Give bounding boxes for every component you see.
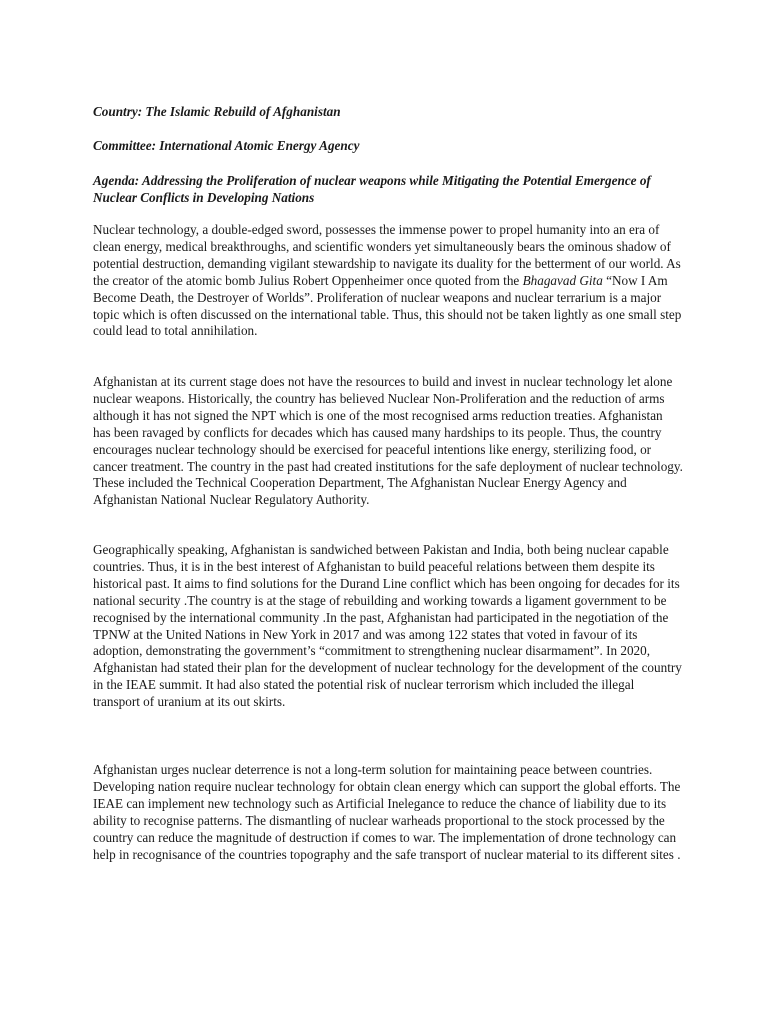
bhagavad-gita-title: Bhagavad Gita	[522, 272, 603, 288]
paragraph-intro-part-b: “Now I Am Become Death, the Destroyer of Worlds”. Proliferation of nuclear weapons and nuclear terrarium is a major topic which is often discussed on the international table. Thus, this should not be taken lightly as one small step could lead to total annihilation.	[93, 272, 682, 339]
paragraph-deterrence: Afghanistan urges nuclear deterrence is not a long-term solution for maintaining peace between countries. Developing nation require nuclear technology for obtain clean energy which can support the global efforts. The IEAE can implement new technology such as Artificial Inelegance to reduce the chance of liability due to its ability to recognise patterns. The dismantling of nuclear warheads proportional to the stock processed by the country can reduce the magnitude of destruction if comes to war. The implementation of drone technology can help in recognisance of the countries topography and the safe transport of nuclear material to its different sites .	[93, 762, 681, 862]
agenda-heading: Agenda: Addressing the Proliferation of nuclear weapons while Mitigating the Potential Emergence of Nuclear Conflicts in Developing Nations	[93, 173, 651, 205]
paragraph-intro-part-a: Nuclear technology, a double-edged sword, possesses the immense power to propel humanity into an era of clean energy, medical breakthroughs, and scientific wonders yet simultaneously bears the ominous shadow of potential destruction, demanding vigilant stewardship to navigate its duality for the betterment of our world. As the creator of the atomic bomb Julius Robert Oppenheimer once quoted from the	[93, 222, 681, 288]
committee-heading: Committee: International Atomic Energy Agency	[93, 138, 360, 153]
paragraph-current-stage: Afghanistan at its current stage does not have the resources to build and invest in nuclear technology let alone nuclear weapons. Historically, the country has believed Nuclear Non-Proliferation and the reduction of arms although it has not signed the NPT which is one of the most recognised arms reduction treaties. Afghanistan has been ravaged by conflicts for decades which has caused many hardships to its people. Thus, the country encourages nuclear technology should be exercised for peaceful intentions like energy, sterilizing food, or cancer treatment. The country in the past had created institutions for the safe deployment of nuclear technology. These included the Technical Cooperation Department, The Afghanistan Nuclear Energy Agency and Afghanistan National Nuclear Regulatory Authority.	[93, 374, 683, 508]
country-heading: Country: The Islamic Rebuild of Afghanistan	[93, 104, 341, 119]
paragraph-geography: Geographically speaking, Afghanistan is sandwiched between Pakistan and India, both being nuclear capable countries. Thus, it is in the best interest of Afghanistan to build peaceful relations between them despite its historical past. It aims to find solutions for the Durand Line conflict which has been ongoing for decades for its national security .The country is at the stage of rebuilding and working towards a ligament government to be recognised by the international community .In the past, Afghanistan had participated in the negotiation of the TPNW at the United Nations in New York in 2017 and was among 122 states that voted in favour of its adoption, demonstrating the government’s “commitment to strengthening nuclear disarmament”. In 2020, Afghanistan had stated their plan for the development of nuclear technology for the development of the country in the IEAE summit. It had also stated the potential risk of nuclear terrorism which included the illegal transport of uranium at its out skirts.	[93, 542, 682, 710]
paragraph-intro	[93, 222, 683, 340]
